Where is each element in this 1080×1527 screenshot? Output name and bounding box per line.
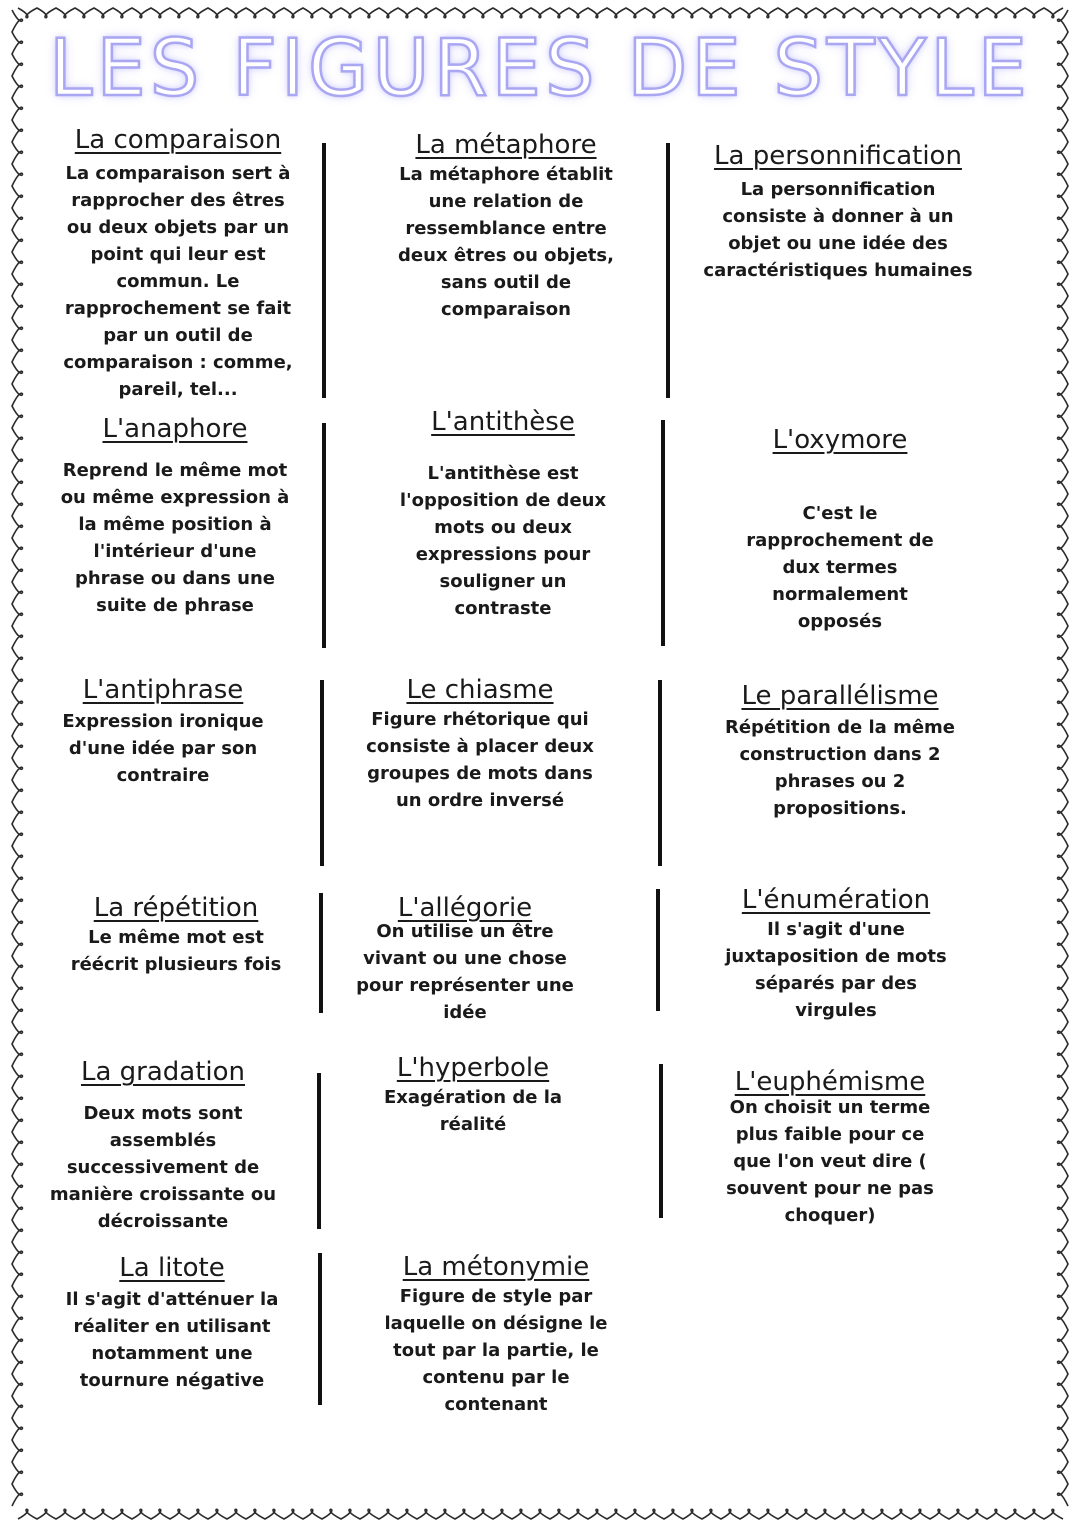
- figure-title: La répétition: [93, 893, 259, 923]
- figure-title: L'antithèse: [431, 407, 575, 437]
- figure-card-anaphore: [60, 415, 290, 619]
- figure-card-oxymore: [735, 426, 945, 635]
- column-divider: [658, 680, 662, 866]
- figure-title: La métaphore: [415, 130, 597, 160]
- column-divider: [318, 1253, 322, 1405]
- figure-card-repetition: [60, 894, 292, 978]
- figure-card-chiasme: [365, 676, 595, 814]
- figure-card-hyperbole: [362, 1054, 584, 1138]
- figure-title: La comparaison: [74, 125, 282, 155]
- column-divider: [319, 893, 323, 1013]
- figure-definition: Répétition de la même construction dans 2 phrases ou 2 propositions.: [724, 716, 956, 819]
- figure-definition: L'antithèse est l'opposition de deux mots ou deux expressions pour souligner un contraste: [399, 462, 607, 619]
- figure-card-enumeration: [718, 886, 954, 1024]
- figure-title: La litote: [119, 1253, 225, 1283]
- column-divider: [317, 1073, 321, 1229]
- border-loop-line: [18, 8, 1063, 18]
- figure-title: L'hyperbole: [396, 1053, 550, 1083]
- figure-definition: Il s'agit d'une juxtaposition de mots séparés par des virgules: [725, 918, 947, 1021]
- figure-title: Le chiasme: [406, 675, 554, 705]
- column-divider: [666, 143, 670, 398]
- figure-title: La personnification: [714, 141, 962, 171]
- figure-definition: La personnification consiste à donner à un objet ou une idée des caractéristiques humaines: [703, 178, 973, 281]
- figure-definition: Deux mots sont assemblés successivement de manière croissante ou décroissante: [49, 1102, 277, 1232]
- figure-title: L'allégorie: [397, 893, 533, 923]
- figure-card-allegorie: [350, 894, 580, 1026]
- figure-title: L'antiphrase: [82, 675, 244, 705]
- column-divider: [320, 680, 324, 866]
- figure-definition: On utilise un être vivant ou une chose pour représenter une idée: [356, 920, 574, 1023]
- figure-definition: Reprend le même mot ou même expression à la même position à l'intérieur d'une phrase ou dans une suite de phrase: [60, 459, 290, 616]
- figure-title: L'euphémisme: [734, 1067, 926, 1097]
- column-divider: [659, 1064, 663, 1218]
- figure-card-metonymie: [380, 1253, 612, 1418]
- figure-card-antithese: [392, 408, 614, 622]
- figure-title: L'oxymore: [772, 425, 908, 455]
- figure-title: Le parallélisme: [741, 681, 939, 711]
- figure-definition: Expression ironique d'une idée par son contraire: [62, 710, 264, 786]
- figure-definition: C'est le rapprochement de dux termes normalement opposés: [746, 502, 934, 632]
- figure-definition: On choisit un terme plus faible pour ce que l'on veut dire ( souvent pour ne pas choquer): [726, 1096, 934, 1226]
- figure-card-euphemisme: [715, 1068, 945, 1229]
- figure-card-parallelisme: [715, 682, 965, 822]
- figure-title: La métonymie: [402, 1252, 590, 1282]
- column-divider: [656, 889, 660, 1011]
- figure-definition: Figure de style par laquelle on désigne le tout par la partie, le contenu par le contenant: [384, 1285, 608, 1415]
- figure-card-personnification: [700, 142, 976, 284]
- column-divider: [322, 423, 326, 648]
- figure-definition: Il s'agit d'atténuer la réaliter en utilisant notamment une tournure négative: [65, 1288, 279, 1391]
- border-loop-line: [12, 10, 23, 1506]
- figure-title: L'anaphore: [102, 414, 248, 444]
- column-divider: [661, 420, 665, 646]
- figure-card-comparaison: [58, 126, 298, 403]
- figure-card-gradation: [48, 1058, 278, 1235]
- figure-title: La gradation: [80, 1057, 246, 1087]
- figure-title: L'énumération: [741, 885, 931, 915]
- figure-card-antiphrase: [52, 676, 274, 789]
- figure-definition: Le même mot est réécrit plusieurs fois: [70, 926, 282, 975]
- figure-card-litote: [52, 1254, 292, 1394]
- border-loop-line: [1058, 10, 1069, 1506]
- figure-definition: Exagération de la réalité: [383, 1086, 563, 1135]
- figure-definition: La comparaison sert à rapprocher des êtres ou deux objets par un point qui leur est commun. Le rapprochement se fait par un outil de comparaison : comme, pareil, tel...: [63, 162, 293, 400]
- border-loop-line: [18, 1509, 1063, 1519]
- figure-card-metaphore: [395, 131, 617, 323]
- figure-definition: La métaphore établit une relation de ressemblance entre deux êtres ou objets, sans outil de comparaison: [398, 163, 614, 320]
- page-title: LES FIGURES DE STYLE: [49, 24, 1031, 114]
- column-divider: [322, 143, 326, 398]
- figure-definition: Figure rhétorique qui consiste à placer deux groupes de mots dans un ordre inversé: [366, 708, 594, 811]
